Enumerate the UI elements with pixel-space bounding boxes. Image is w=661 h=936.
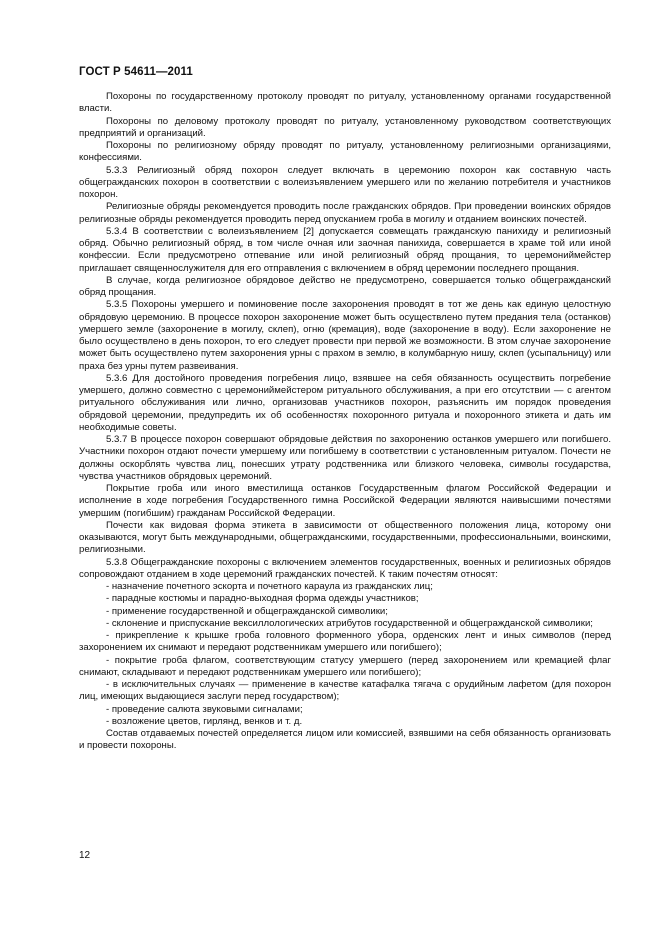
paragraph: 5.3.6 Для достойного проведения погребения лицо, взявшее на себя обязанность осуществить погребение умершего, должно совместно с церемониймейстером ритуального обслуживания, а при его отсутствии — с агентом ритуального обслуживания или лично, организовав участников похорон, разъяснить им порядок проведения обрядовой церемонии, предупредить их об особенностях похоронного ритуала и похоронного этикета и дать им необходимые советы. [79, 372, 611, 433]
paragraph: 5.3.3 Религиозный обряд похорон следует включать в церемонию похорон как составную часть общегражданских похорон в соответствии с волеизъявлением умершего или по желанию потребителя и участников похорон. [79, 164, 611, 200]
paragraph: Похороны по религиозному обряду проводят по ритуалу, установленному религиозными организациями, конфессиями. [79, 140, 611, 164]
paragraph: Похороны по государственному протоколу проводят по ритуалу, установленному органами государственной власти. [79, 91, 611, 115]
list-item: - склонение и приспускание вексиллологических атрибутов государственной и общегражданской символики; [106, 617, 593, 629]
list-item: - прикрепление к крышке гроба головного форменного убора, орденских лент и иных символов (перед захоронением их снимают и передают родственникам умершего или погибшего); [79, 630, 611, 654]
paragraph: Религиозные обряды рекомендуется проводить после гражданских обрядов. При проведении воинских обрядов религиозные обряды рекомендуется проводить перед опусканием гроба в могилу и отданием воинских почестей. [79, 201, 611, 225]
paragraph: Покрытие гроба или иного вместилища останков Государственным флагом Российской Федерации и исполнение в ходе погребения Государственного гимна Российской Федерации являются наивысшими почестями умершим (погибшим) гражданам Российской Федерации. [79, 483, 611, 519]
list-item: - в исключительных случаях — применение в качестве катафалка тягача с орудийным лафетом (для похорон лиц, имеющих выдающиеся заслуги перед государством); [79, 679, 611, 703]
paragraph: 5.3.5 Похороны умершего и поминовение после захоронения проводят в тот же день как единую целостную обрядовую церемонию. В процессе похорон захоронение может быть осуществлено путем предания тела (останков) умершего земле (захоронение в могилу, склеп), огню (кремация), воде (захоронение в воду). Если захоронение не было осуществлено в день похорон, то его следует провести при первой же возможности. В этом случае захоронение может быть осуществлено путем захоронения урны с прахом в землю, в колумбарную нишу, склеп (усыпальницу) или праха без урны путем развеивания. [79, 299, 611, 372]
list-item: - парадные костюмы и парадно-выходная форма одежды участников; [106, 593, 419, 605]
paragraph: 5.3.8 Общегражданские похороны с включением элементов государственных, военных и религиозных обрядов сопровождают отданием в ходе церемоний гражданских почестей. К таким почестям относят: [79, 556, 611, 580]
document-body [79, 91, 611, 753]
list-item: - назначение почетного эскорта и почетного караула из гражданских лиц; [106, 581, 433, 592]
list-item: - применение государственной и общегражданской символики; [106, 605, 388, 617]
list-item: - покрытие гроба флагом, соответствующим статусу умершего (перед захоронением или кремацией флаг снимают, складывают и передают родственникам умершего или погибшего); [79, 654, 611, 678]
list-item: - возложение цветов, гирлянд, венков и т. д. [106, 715, 303, 727]
list-item: - проведение салюта звуковыми сигналами; [106, 703, 303, 715]
document-header: ГОСТ Р 54611—2011 [79, 66, 193, 78]
paragraph: Состав отдаваемых почестей определяется лицом или комиссией, взявшими на себя обязанность организовать и провести похороны. [79, 728, 611, 752]
paragraph: Почести как видовая форма этикета в зависимости от общественного положения лица, которому они оказываются, могут быть международными, общегражданскими, государственными, профессиональными, воинскими, религиозными. [79, 519, 611, 556]
paragraph: 5.3.7 В процессе похорон совершают обрядовые действия по захоронению останков умершего или погибшего. Участники похорон отдают почести умершему или погибшему в соответствии с установленным ритуалом. Почести не должны оскорблять чувства лиц, понесших утрату родственника или близкого человека, символы государства, чувства участников обрядовых церемоний. [79, 434, 611, 482]
paragraph: Похороны по деловому протоколу проводят по ритуалу, установленному руководством соответствующих предприятий и организаций. [79, 115, 611, 139]
paragraph: В случае, когда религиозное обрядовое действо не предусмотрено, совершается только общегражданский обряд прощания. [79, 274, 611, 298]
page-number: 12 [79, 850, 91, 861]
paragraph: 5.3.4 В соответствии с волеизъявлением [2] допускается совмещать гражданскую панихиду и религиозный обряд. Обычно религиозный обряд, в том числе очная или заочная панихида, совершается в храме той или иной конфессии. Если предусмотрено отпевание или иной религиозный обряд прощания, то церемониймейстер приглашает священнослужителя для его отправления с включением в обряд церемонии последнего прощания. [79, 225, 611, 274]
